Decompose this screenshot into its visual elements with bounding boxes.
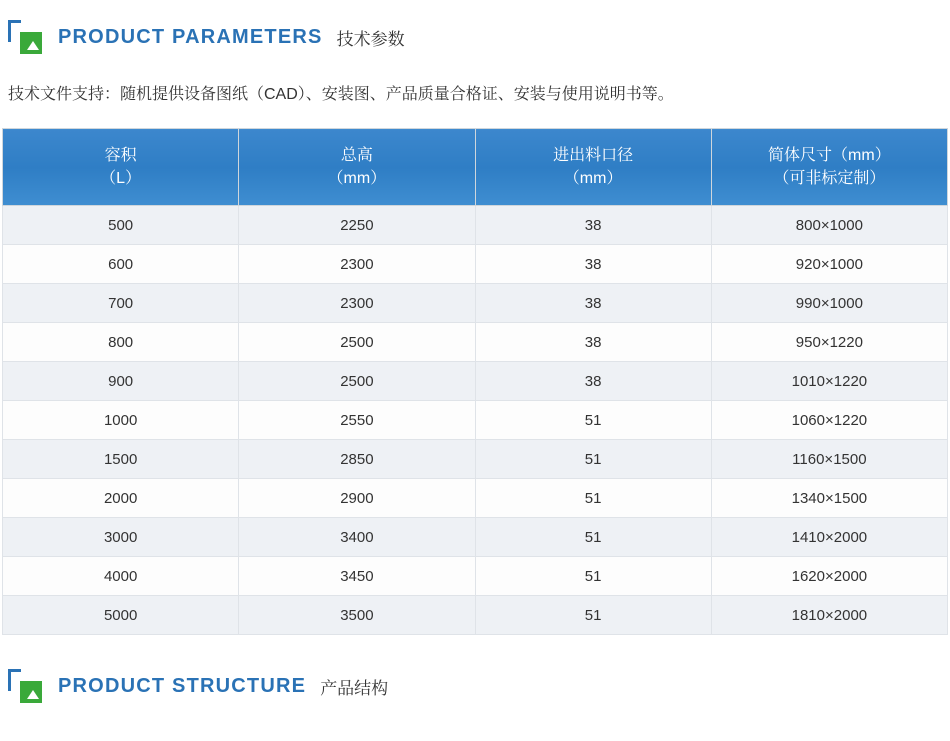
cell-volume: 5000 — [3, 596, 239, 635]
table-row — [3, 401, 948, 440]
table-row — [3, 284, 948, 323]
table-row — [3, 479, 948, 518]
cell-volume: 4000 — [3, 557, 239, 596]
section-title-cn: 产品结构 — [320, 678, 389, 698]
cell-port-diameter: 51 — [475, 518, 711, 557]
cell-body-size: 1810×2000 — [711, 596, 947, 635]
logo-arrow-icon — [8, 20, 42, 54]
cell-body-size: 1010×1220 — [711, 362, 947, 401]
table-row — [3, 440, 948, 479]
table-row — [3, 596, 948, 635]
cell-total-height: 3450 — [239, 557, 475, 596]
parameters-table — [2, 128, 948, 635]
column-header-line1: 总高 — [340, 147, 373, 165]
cell-total-height: 3500 — [239, 596, 475, 635]
cell-volume: 2000 — [3, 479, 239, 518]
cell-port-diameter: 38 — [475, 284, 711, 323]
section-header-structure — [0, 663, 950, 709]
cell-body-size: 1340×1500 — [711, 479, 947, 518]
section-title-cn: 技术参数 — [336, 29, 405, 49]
table-row — [3, 557, 948, 596]
column-header-line1: 简体尺寸（mm） — [768, 147, 891, 165]
intro-text: 技术文件支持：随机提供设备图纸（CAD）、安装图、产品质量合格证、安装与使用说明书等。 — [8, 86, 674, 103]
cell-body-size: 1620×2000 — [711, 557, 947, 596]
cell-volume: 600 — [3, 245, 239, 284]
cell-volume: 500 — [3, 206, 239, 245]
cell-total-height: 2300 — [239, 284, 475, 323]
cell-port-diameter: 51 — [475, 557, 711, 596]
section-title-en: PRODUCT PARAMETERS — [58, 25, 323, 48]
cell-total-height: 2850 — [239, 440, 475, 479]
cell-total-height: 2550 — [239, 401, 475, 440]
column-header-line1: 容积 — [104, 147, 137, 165]
cell-port-diameter: 38 — [475, 245, 711, 284]
cell-total-height: 2500 — [239, 323, 475, 362]
logo-arrow-icon — [8, 669, 42, 703]
cell-port-diameter: 51 — [475, 596, 711, 635]
column-header-volume — [3, 129, 239, 206]
cell-port-diameter: 51 — [475, 479, 711, 518]
cell-port-diameter: 51 — [475, 401, 711, 440]
cell-body-size: 920×1000 — [711, 245, 947, 284]
cell-total-height: 2500 — [239, 362, 475, 401]
cell-total-height: 3400 — [239, 518, 475, 557]
table-row — [3, 206, 948, 245]
column-header-line1: 进出料口径 — [553, 147, 634, 165]
cell-total-height: 2900 — [239, 479, 475, 518]
table-row — [3, 362, 948, 401]
column-header-total-height — [239, 129, 475, 206]
column-header-port-diameter — [475, 129, 711, 206]
cell-body-size: 1160×1500 — [711, 440, 947, 479]
cell-total-height: 2300 — [239, 245, 475, 284]
column-header-line2: （mm） — [563, 170, 623, 188]
cell-volume: 900 — [3, 362, 239, 401]
column-header-body-size — [711, 129, 947, 206]
cell-body-size: 1060×1220 — [711, 401, 947, 440]
cell-port-diameter: 38 — [475, 206, 711, 245]
cell-volume: 3000 — [3, 518, 239, 557]
cell-body-size: 990×1000 — [711, 284, 947, 323]
table-header-row — [3, 129, 948, 206]
section-header-parameters — [0, 14, 950, 60]
cell-body-size: 1410×2000 — [711, 518, 947, 557]
cell-volume: 1500 — [3, 440, 239, 479]
table-row — [3, 323, 948, 362]
cell-port-diameter: 38 — [475, 323, 711, 362]
cell-volume: 1000 — [3, 401, 239, 440]
cell-total-height: 2250 — [239, 206, 475, 245]
table-row — [3, 518, 948, 557]
cell-volume: 700 — [3, 284, 239, 323]
cell-body-size: 950×1220 — [711, 323, 947, 362]
cell-port-diameter: 38 — [475, 362, 711, 401]
column-header-line2: （可非标定制） — [773, 170, 886, 188]
column-header-line2: （mm） — [327, 170, 387, 188]
cell-body-size: 800×1000 — [711, 206, 947, 245]
column-header-line2: （L） — [100, 170, 142, 188]
cell-volume: 800 — [3, 323, 239, 362]
cell-port-diameter: 51 — [475, 440, 711, 479]
section-title-en: PRODUCT STRUCTURE — [58, 674, 307, 697]
table-row — [3, 245, 948, 284]
